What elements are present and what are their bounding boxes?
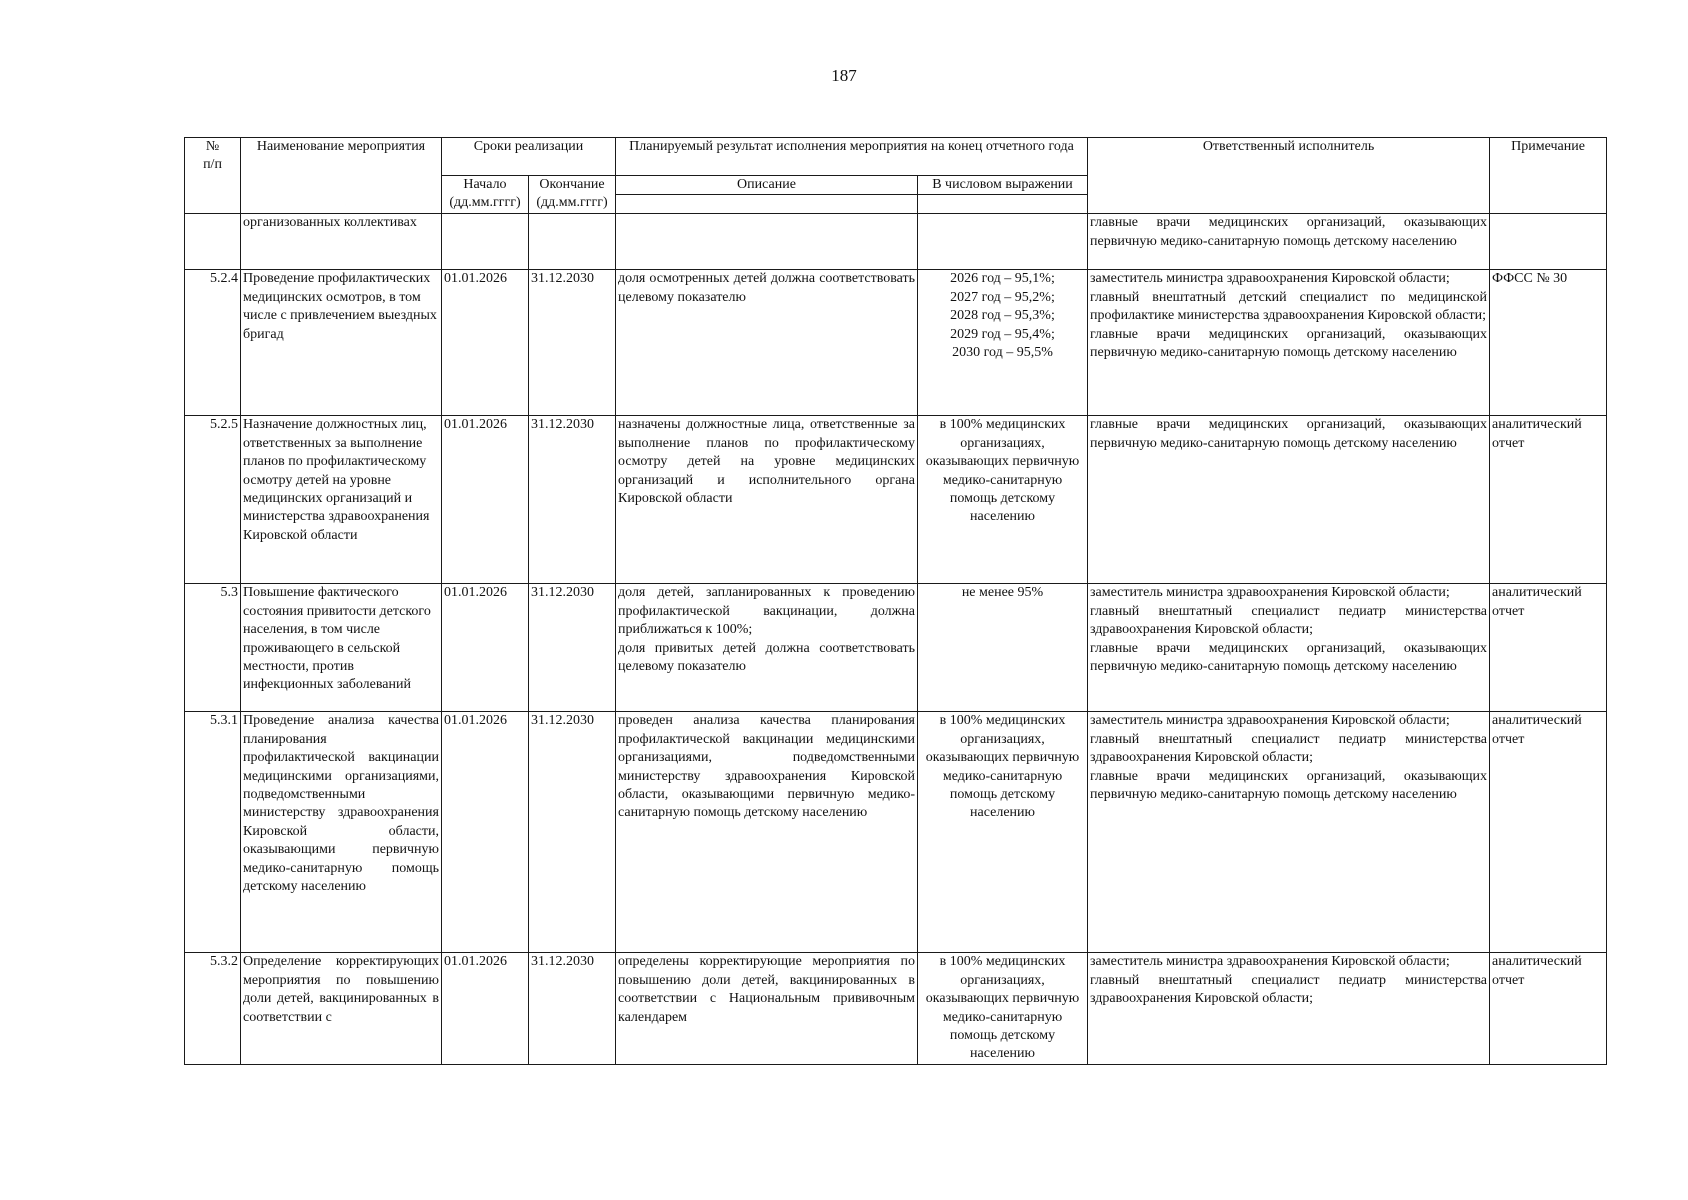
- header-period: Сроки реализации: [442, 138, 616, 176]
- cell-numeric: 2026 год – 95,1%; 2027 год – 95,2%; 2028 год – 95,3%; 2029 год – 95,4%; 2030 год – 95,5%: [918, 270, 1088, 416]
- cell-end: 31.12.2030: [529, 416, 616, 584]
- header-num: № п/п: [185, 138, 241, 214]
- cell-end: 31.12.2030: [529, 712, 616, 953]
- header-responsible: Ответственный исполнитель: [1088, 138, 1490, 214]
- cell-responsible: заместитель министра здравоохранения Кировской области; главный внештатный специалист педиатр министерства здравоохранения Кировской области; главные врачи медицинских организаций, оказывающих первичную медико-санитарную помощь детскому населению: [1088, 712, 1490, 953]
- cell-note: аналитический отчет: [1490, 953, 1607, 1064]
- header-result: Планируемый результат исполнения мероприятия на конец отчетного года: [616, 138, 1088, 176]
- cell-num: 5.3.2: [185, 953, 241, 1064]
- cell-numeric: не менее 95%: [918, 584, 1088, 712]
- cell-responsible: главные врачи медицинских организаций, оказывающих первичную медико-санитарную помощь детскому населению: [1088, 416, 1490, 584]
- table-row: [185, 953, 1607, 1064]
- cell-end: 31.12.2030: [529, 270, 616, 416]
- cell-description: определены корректирующие мероприятия по повышению доли детей, вакцинированных в соответствии с Национальным прививочным календарем: [616, 953, 918, 1064]
- cell-name: Определение корректирующих мероприятия по повышению доли детей, вакцинированных в соответствии с: [241, 953, 442, 1064]
- cell-description: [616, 214, 918, 270]
- cell-num: 5.3.1: [185, 712, 241, 953]
- cell-numeric: в 100% медицинских организациях, оказывающих первичную медико-санитарную помощь детскому населению: [918, 416, 1088, 584]
- header-name: Наименование мероприятия: [241, 138, 442, 214]
- cell-responsible: главные врачи медицинских организаций, оказывающих первичную медико-санитарную помощь детскому населению: [1088, 214, 1490, 270]
- header-note: Примечание: [1490, 138, 1607, 214]
- cell-end: 31.12.2030: [529, 953, 616, 1064]
- cell-name: Проведение анализа качества планирования профилактической вакцинации медицинскими организациями, подведомственными министерству здравоохранения Кировской области, оказывающими первичную медико-санитарную помощь детскому населению: [241, 712, 442, 953]
- header-description: Описание: [616, 176, 918, 195]
- activities-table: [184, 137, 1607, 1065]
- table-row: [185, 712, 1607, 953]
- table-row: [185, 416, 1607, 584]
- cell-numeric: в 100% медицинских организациях, оказывающих первичную медико-санитарную помощь детскому населению: [918, 953, 1088, 1064]
- header-end: Окончание (дд.мм.гггг): [529, 176, 616, 214]
- cell-note: аналитический отчет: [1490, 584, 1607, 712]
- cell-name: организованных коллективах: [241, 214, 442, 270]
- cell-start: 01.01.2026: [442, 270, 529, 416]
- header-numeric-spacer: [918, 195, 1088, 214]
- cell-start: 01.01.2026: [442, 584, 529, 712]
- cell-num: 5.2.4: [185, 270, 241, 416]
- cell-end: 31.12.2030: [529, 584, 616, 712]
- cell-num: [185, 214, 241, 270]
- cell-name: Проведение профилактических медицинских осмотров, в том числе с привлечением выездных бригад: [241, 270, 442, 416]
- table-row: [185, 584, 1607, 712]
- cell-description: назначены должностные лица, ответственные за выполнение планов по профилактическому осмотру детей на уровне медицинских организаций и исполнительного органа Кировской области: [616, 416, 918, 584]
- table-row: [185, 270, 1607, 416]
- cell-responsible: заместитель министра здравоохранения Кировской области; главный внештатный специалист педиатр министерства здравоохранения Кировской области; главные врачи медицинских организаций, оказывающих первичную медико-санитарную помощь детскому населению: [1088, 584, 1490, 712]
- cell-start: 01.01.2026: [442, 953, 529, 1064]
- table-row: [185, 214, 1607, 270]
- cell-note: аналитический отчет: [1490, 416, 1607, 584]
- cell-responsible: заместитель министра здравоохранения Кировской области; главный внештатный детский специалист по медицинской профилактике министерства здравоохранения Кировской области; главные врачи медицинских организаций, оказывающих первичную медико-санитарную помощь детскому населению: [1088, 270, 1490, 416]
- cell-note: [1490, 214, 1607, 270]
- cell-end: [529, 214, 616, 270]
- cell-num: 5.3: [185, 584, 241, 712]
- cell-start: 01.01.2026: [442, 416, 529, 584]
- cell-name: Назначение должностных лиц, ответственных за выполнение планов по профилактическому осмотру детей на уровне медицинских организаций и министерства здравоохранения Кировской области: [241, 416, 442, 584]
- cell-numeric: [918, 214, 1088, 270]
- header-numeric: В числовом выражении: [918, 176, 1088, 195]
- cell-description: проведен анализа качества планирования профилактической вакцинации медицинскими организациями, подведомственными министерству здравоохранения Кировской области, оказывающими первичную медико-санитарную помощь детскому населению: [616, 712, 918, 953]
- header-description-spacer: [616, 195, 918, 214]
- page-number: 187: [831, 66, 857, 85]
- cell-note: ФФСС № 30: [1490, 270, 1607, 416]
- cell-note: аналитический отчет: [1490, 712, 1607, 953]
- cell-description: доля осмотренных детей должна соответствовать целевому показателю: [616, 270, 918, 416]
- cell-responsible: заместитель министра здравоохранения Кировской области; главный внештатный специалист педиатр министерства здравоохранения Кировской области;: [1088, 953, 1490, 1064]
- cell-name: Повышение фактического состояния привитости детского населения, в том числе проживающего в сельской местности, против инфекционных заболеваний: [241, 584, 442, 712]
- header-row-1: [185, 138, 1607, 176]
- cell-num: 5.2.5: [185, 416, 241, 584]
- header-start: Начало (дд.мм.гггг): [442, 176, 529, 214]
- cell-start: [442, 214, 529, 270]
- cell-description: доля детей, запланированных к проведению профилактической вакцинации, должна приближаться к 100%; доля привитых детей должна соответствовать целевому показателю: [616, 584, 918, 712]
- cell-start: 01.01.2026: [442, 712, 529, 953]
- cell-numeric: в 100% медицинских организациях, оказывающих первичную медико-санитарную помощь детскому населению: [918, 712, 1088, 953]
